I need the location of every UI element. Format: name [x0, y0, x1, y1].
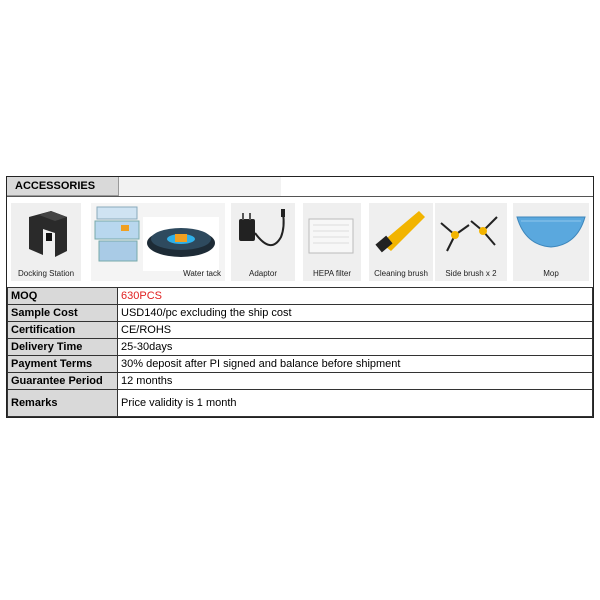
row-label-payment-terms: Payment Terms — [8, 356, 118, 373]
side-brush-icon — [435, 203, 507, 265]
table-row — [8, 322, 593, 339]
accessory-label: HEPA filter — [312, 269, 352, 278]
table-row — [8, 305, 593, 322]
accessory-label: Mop — [543, 269, 559, 278]
accessory-label: Docking Station — [17, 269, 75, 278]
product-spec-sheet — [6, 176, 594, 418]
docking-station-icon — [11, 203, 81, 263]
mop-icon — [513, 203, 589, 263]
header-band — [119, 177, 281, 197]
water-tank-icon — [91, 203, 225, 273]
accessory-label: Adaptor — [248, 269, 278, 278]
accessory-cleaning-brush — [369, 203, 433, 281]
accessory-label: Water tack — [183, 269, 221, 278]
row-label-remarks: Remarks — [8, 390, 118, 417]
accessory-hepa-filter — [303, 203, 361, 281]
adaptor-icon — [231, 203, 295, 263]
row-label-sample-cost: Sample Cost — [8, 305, 118, 322]
row-value-certification: CE/ROHS — [118, 322, 593, 339]
row-label-guarantee-period: Guarantee Period — [8, 373, 118, 390]
table-row — [8, 373, 593, 390]
accessory-label: Side brush x 2 — [445, 269, 497, 278]
accessory-water-tank — [91, 203, 225, 281]
table-row — [8, 288, 593, 305]
accessories-image-strip — [7, 196, 593, 288]
row-value-delivery-time: 25-30days — [118, 339, 593, 356]
hepa-filter-icon — [303, 203, 361, 265]
row-value-guarantee-period: 12 months — [118, 373, 593, 390]
row-value-remarks: Price validity is 1 month — [118, 390, 593, 417]
accessories-list-header: ACCESSORIES — [7, 177, 119, 196]
row-value-moq: 630PCS — [118, 288, 593, 305]
row-label-delivery-time: Delivery Time — [8, 339, 118, 356]
cleaning-brush-icon — [369, 203, 433, 263]
row-label-certification: Certification — [8, 322, 118, 339]
accessory-mop — [513, 203, 589, 281]
row-label-moq: MOQ — [8, 288, 118, 305]
accessory-docking-station — [11, 203, 81, 281]
table-row — [8, 356, 593, 373]
table-row — [8, 390, 593, 417]
accessory-adaptor — [231, 203, 295, 281]
details-table — [7, 287, 593, 417]
row-value-payment-terms: 30% deposit after PI signed and balance before shipment — [118, 356, 593, 373]
accessory-side-brush — [435, 203, 507, 281]
table-row — [8, 339, 593, 356]
accessory-label: Cleaning brush — [374, 269, 428, 278]
row-value-sample-cost: USD140/pc excluding the ship cost — [118, 305, 593, 322]
